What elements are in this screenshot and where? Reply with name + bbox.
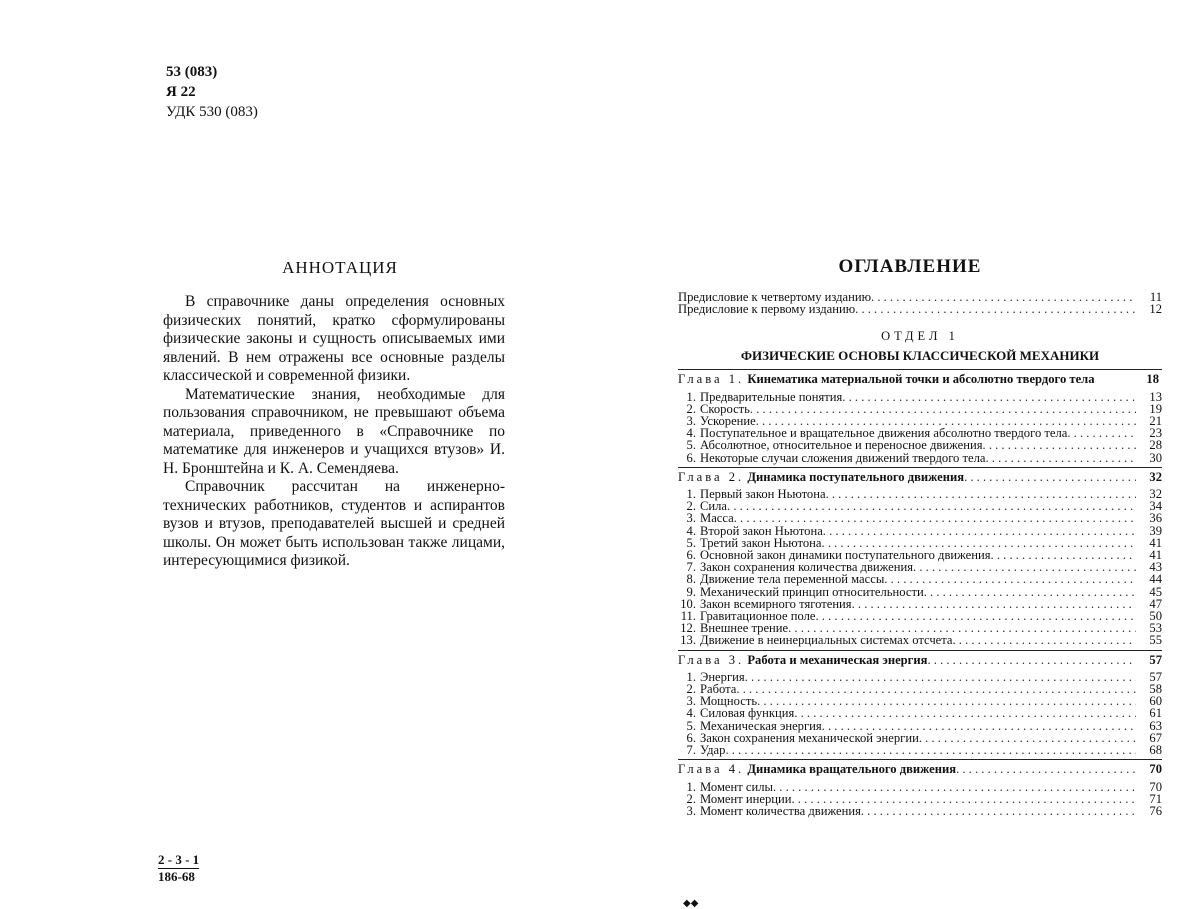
imprint-code (158, 852, 199, 884)
toc-item-title: Третий закон Ньютона (700, 535, 822, 550)
toc-page-number: 60 (1149, 694, 1162, 709)
toc-item-number: 1. (686, 669, 696, 684)
toc-page-number: 68 (1149, 743, 1162, 758)
toc-item[interactable] (678, 500, 1162, 512)
leader-dots (861, 805, 1136, 817)
toc-item-number: 1. (686, 779, 696, 794)
toc-item-number: 5. (686, 718, 696, 733)
chapter-title: Динамика поступательного движения (747, 469, 965, 484)
toc-page-number: 55 (1149, 633, 1162, 648)
leader-dots (725, 744, 1136, 756)
toc-item-title: Закон всемирного тяготения (700, 596, 852, 611)
chapter-page-number: 57 (1149, 652, 1162, 667)
toc-page-number: 19 (1149, 401, 1162, 416)
toc-item-title: Момент силы (700, 779, 773, 794)
toc-page-number: 41 (1149, 535, 1162, 550)
toc-item-number: 4. (686, 426, 696, 441)
toc-item-title: Закон сохранения механической энергии (700, 730, 919, 745)
chapter-page-number: 70 (1149, 762, 1162, 777)
toc-item-number: 1. (686, 389, 696, 404)
leader-dots (823, 525, 1136, 537)
toc-item-title: Второй закон Ньютона (700, 523, 823, 538)
toc-page-number: 11 (1149, 290, 1162, 304)
toc-page-number: 23 (1149, 426, 1162, 441)
toc-page-number: 39 (1149, 523, 1162, 538)
leader-dots (956, 763, 1136, 775)
toc-item-title: Некоторые случаи сложения движений твердого тела (700, 450, 986, 465)
toc-item-number: 6. (686, 548, 696, 563)
toc-item-number: 7. (686, 743, 696, 758)
chapter-label: Глава 3. (678, 652, 745, 667)
leader-dots (727, 500, 1136, 512)
toc-chapter-heading[interactable] (678, 763, 1162, 775)
toc-chapter (678, 369, 1162, 463)
toc-item-number: 6. (686, 450, 696, 465)
leader-dots (757, 695, 1136, 707)
toc-page-number: 36 (1149, 511, 1162, 526)
annotation-paragraph: Справочник рассчитан на инженерно-технических работников, студентов и аспирантов вузов и втузов, преподавателей высшей и средней школы. Он может быть использован также лицами, интересующимися физикой. (163, 478, 505, 569)
toc-item-title: Работа (700, 682, 737, 697)
leader-dots (913, 561, 1136, 573)
toc-item-title: Момент количества движения (700, 803, 861, 818)
imprint-bottom: 186-68 (158, 869, 195, 884)
leader-dots (985, 452, 1136, 464)
annotation-paragraph: Математические знания, необходимые для пользования справочником, не превышают объема материала, приведенного в «Справочнике по математике для инженеров и учащихся втузов» И. Н. Бронштейна и К. А. Семендяева. (163, 385, 505, 477)
toc-item-title: Поступательное и вращательное движения абсолютно твердого тела (700, 426, 1068, 441)
toc-item-number: 2. (686, 682, 696, 697)
chapter-title: Динамика вращательного движения (747, 762, 957, 777)
toc-item-number: 3. (686, 694, 696, 709)
leader-dots (983, 439, 1136, 451)
toc-page-number: 34 (1149, 499, 1162, 514)
toc-item-title: Предварительные понятия (700, 389, 843, 404)
leader-dots (745, 671, 1136, 683)
chapter-page-number: 32 (1149, 469, 1162, 484)
toc-page-number: 32 (1149, 487, 1162, 502)
toc-item-text (678, 805, 861, 817)
leader-dots (826, 488, 1136, 500)
leader-dots (736, 683, 1136, 695)
toc-item-number: 1. (686, 487, 696, 502)
toc-item[interactable] (678, 744, 1162, 756)
toc-item-number: 7. (686, 560, 696, 575)
toc-item-title: Механический принцип относительности (700, 584, 924, 599)
toc-item[interactable] (678, 805, 1162, 817)
chapter-label: Глава 1. (678, 372, 745, 387)
toc-item-number: 11. (680, 609, 696, 624)
toc-items (678, 391, 1162, 464)
toc-item-number: 5. (686, 535, 696, 550)
toc-page-number: 43 (1149, 560, 1162, 575)
toc-chapter (678, 759, 1162, 817)
leader-dots (750, 403, 1136, 415)
toc-item[interactable] (678, 671, 1162, 683)
toc-item-text (678, 744, 725, 756)
leader-dots (794, 707, 1136, 719)
chapter-heading-text (678, 763, 956, 775)
toc-item-number: 4. (686, 523, 696, 538)
toc-item-title: Удар (700, 743, 726, 758)
section-title: ФИЗИЧЕСКИЕ ОСНОВЫ КЛАССИЧЕСКОЙ МЕХАНИКИ (740, 348, 1100, 364)
toc-item-number: 13. (680, 633, 696, 648)
chapter-heading-text (678, 471, 964, 483)
toc-page-number: 50 (1149, 609, 1162, 624)
toc-item-title: Силовая функция (700, 706, 795, 721)
toc-item-number: 2. (686, 499, 696, 514)
toc-item-title: Момент инерции (700, 791, 792, 806)
annotation-heading: АННОТАЦИЯ (282, 258, 398, 277)
leader-dots (842, 391, 1136, 403)
leader-dots (927, 654, 1136, 666)
toc-page-number: 47 (1149, 596, 1162, 611)
toc-item-title: Движение в неинерциальных системах отсчета (700, 633, 953, 648)
toc-chapter-heading[interactable] (678, 654, 1162, 666)
toc-item-text (678, 452, 985, 464)
toc-item-title: Мощность (700, 694, 758, 709)
chapter-heading-text (678, 654, 927, 666)
leader-dots (919, 732, 1136, 744)
toc-page-number: 70 (1149, 779, 1162, 794)
chapter-page-number: 18 (1146, 372, 1159, 387)
toc-item-number: 5. (686, 438, 696, 453)
toc-item-title: Абсолютное, относительное и переносное движения (700, 438, 983, 453)
toc-page-number: 63 (1149, 718, 1162, 733)
leader-dots (773, 781, 1136, 793)
toc-item-number: 3. (686, 803, 696, 818)
toc-item-number: 9. (686, 584, 696, 599)
toc-entry-title: Предисловие к первому изданию (678, 302, 856, 317)
toc-page-number: 30 (1149, 450, 1162, 465)
author-mark: Я 22 (166, 84, 196, 100)
toc-page-number: 21 (1149, 414, 1162, 429)
toc-page-number: 57 (1149, 669, 1162, 684)
toc-item-title: Гравитационное поле (700, 609, 816, 624)
chapter-label: Глава 4. (678, 762, 745, 777)
chapter-heading-text (678, 373, 1133, 385)
toc-item-number: 6. (686, 730, 696, 745)
toc-item-title: Основной закон динамики поступательного движения (700, 548, 991, 563)
toc-page-number: 12 (1149, 302, 1162, 317)
toc-item-title: Движение тела переменной массы (700, 572, 885, 587)
toc-item[interactable] (678, 452, 1162, 464)
toc-page-number: 58 (1149, 682, 1162, 697)
toc-item-number: 3. (686, 414, 696, 429)
leader-dots (1067, 427, 1136, 439)
toc-page-number: 45 (1149, 584, 1162, 599)
imprint-top: 2 - 3 - 1 (158, 852, 200, 867)
leader-dots (816, 610, 1137, 622)
toc-item[interactable] (678, 732, 1162, 744)
toc-page-number: 53 (1149, 621, 1162, 636)
toc-item-title: Ускорение (700, 414, 756, 429)
classification-codes (166, 62, 258, 122)
leader-dots (964, 471, 1136, 483)
toc-chapter-heading[interactable] (678, 373, 1162, 385)
toc-item[interactable] (678, 488, 1162, 500)
page-mark: ◆◆ (683, 898, 699, 909)
toc-page-number: 67 (1149, 730, 1162, 745)
bbk-code: 53 (083) (166, 64, 218, 80)
toc-item-title: Сила (700, 499, 728, 514)
toc-chapter (678, 650, 1162, 757)
toc-page-number: 76 (1149, 803, 1162, 818)
toc-page-number: 44 (1149, 572, 1162, 587)
chapter-title: Работа и механическая энергия (747, 652, 928, 667)
toc-item-number: 12. (680, 621, 696, 636)
toc-title: ОГЛАВЛЕНИЕ (838, 256, 982, 277)
annotation-paragraph: В справочнике даны определения основных физических понятий, кратко сформулированы физические законы и сущность описываемых ими явлений. В нем отражены все основные разделы классической и современной физики. (163, 293, 505, 384)
chapter-title: Кинематика материальной точки и абсолютно твердого тела (747, 372, 1095, 387)
toc-item-title: Энергия (700, 669, 745, 684)
toc-chapter-heading[interactable] (678, 471, 1162, 483)
toc-item-title: Закон сохранения количества движения (700, 560, 914, 575)
leader-dots (991, 549, 1136, 561)
toc-item-title: Масса (700, 511, 734, 526)
toc-item-number: 10. (680, 596, 696, 611)
chapters-list (678, 369, 1162, 817)
toc-item-title: Первый закон Ньютона (700, 487, 826, 502)
udc-code: УДК 530 (083) (166, 104, 258, 120)
leader-dots (924, 586, 1136, 598)
section-name: ОТДЕЛ 1 (881, 329, 959, 344)
toc-items (678, 781, 1162, 818)
toc-item[interactable] (678, 391, 1162, 403)
toc-page-number: 61 (1149, 706, 1162, 721)
toc-items (678, 671, 1162, 756)
toc-entry-title: Предисловие к четвертому изданию (678, 290, 872, 304)
toc-item-title: Скорость (700, 401, 750, 416)
toc-item-text (678, 634, 953, 646)
toc-item-number: 2. (686, 401, 696, 416)
toc-item-title: Внешнее трение (700, 621, 789, 636)
toc-items (678, 488, 1162, 647)
toc-item-title: Механическая энергия (700, 718, 822, 733)
toc-item-number: 8. (686, 572, 696, 587)
toc-page-number: 28 (1149, 438, 1162, 453)
toc-item-number: 2. (686, 791, 696, 806)
chapter-label: Глава 2. (678, 469, 745, 484)
toc-item[interactable] (678, 634, 1162, 646)
toc-chapter (678, 467, 1162, 647)
leader-dots (871, 291, 1136, 303)
leader-dots (953, 634, 1137, 646)
table-of-contents (678, 291, 1162, 817)
annotation-text (163, 293, 505, 571)
toc-item-number: 4. (686, 706, 696, 721)
leader-dots (852, 598, 1136, 610)
toc-preface-row[interactable] (678, 303, 1162, 315)
toc-page-number: 41 (1149, 548, 1162, 563)
toc-item-number: 3. (686, 511, 696, 526)
toc-page-number: 71 (1149, 791, 1162, 806)
toc-page-number: 13 (1149, 389, 1162, 404)
leader-dots (855, 303, 1136, 315)
